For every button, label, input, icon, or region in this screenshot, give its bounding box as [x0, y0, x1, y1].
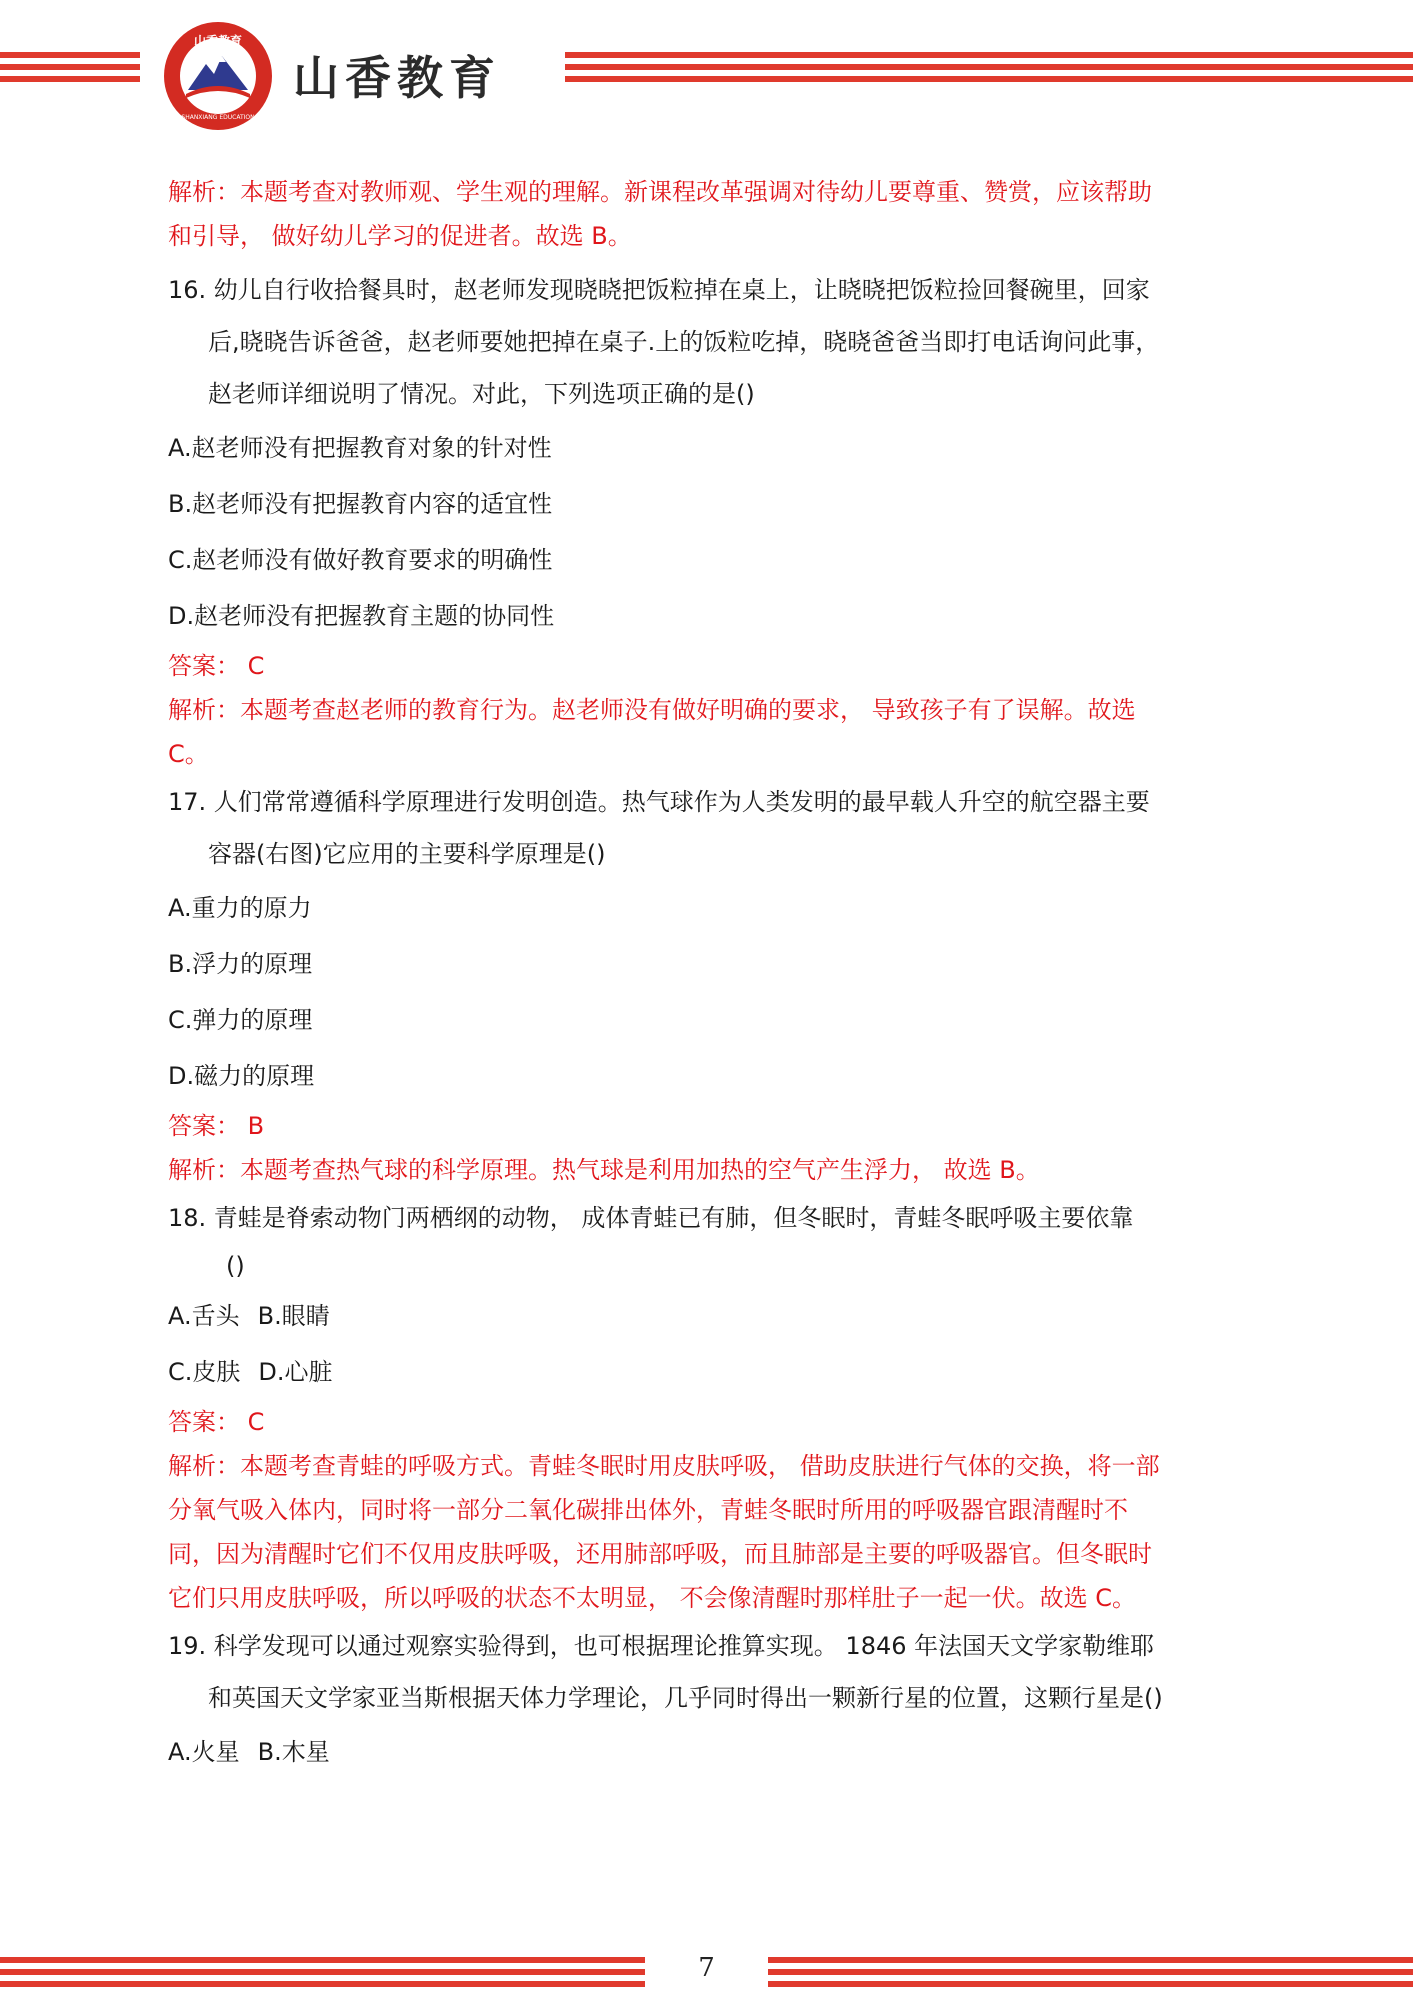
q17-question-line: 17. 人们常常遵循科学原理进行发明创造。热气球作为人类发明的最早载人升空的航空器主要 [168, 788, 1150, 816]
q16-option-a: A.赵老师没有把握教育对象的针对性 [168, 434, 552, 462]
q17-option-b: B.浮力的原理 [168, 950, 313, 978]
q18-analysis-line: 分氧气吸入体内，同时将一部分二氧化碳排出体外，青蛙冬眠时所用的呼吸器官跟清醒时不 [168, 1496, 1128, 1524]
q18-analysis-line: 它们只用皮肤呼吸，所以呼吸的状态不太明显， 不会像清醒时那样肚子一起一伏。故选 C。 [168, 1584, 1137, 1612]
header-stripes-right [565, 52, 1413, 88]
q18-answer: 答案： C [168, 1408, 265, 1436]
q16-option-d: D.赵老师没有把握教育主题的协同性 [168, 602, 555, 630]
brand-title: 山香教育 [293, 51, 501, 105]
q18-question-line: () [226, 1252, 245, 1280]
q16-question-line: 赵老师详细说明了情况。对此，下列选项正确的是() [208, 380, 755, 408]
logo-subtext: SHANXIANG EDUCATION [181, 114, 255, 121]
q16-answer: 答案： C [168, 652, 265, 680]
q16-analysis-line: C。 [168, 740, 209, 768]
q17-analysis: 解析：本题考查热气球的科学原理。热气球是利用加热的空气产生浮力， 故选 B。 [168, 1156, 1040, 1184]
header-stripes-left [0, 52, 140, 88]
q17-option-a: A.重力的原力 [168, 894, 312, 922]
q19-question-line: 19. 科学发现可以通过观察实验得到，也可根据理论推算实现。 1846 年法国天文学家勒维耶 [168, 1632, 1155, 1660]
q18-option-c: C.皮肤 [168, 1358, 241, 1386]
q19-option-b: B.木星 [257, 1738, 330, 1766]
q15-analysis-line: 和引导， 做好幼儿学习的促进者。故选 B。 [168, 222, 632, 250]
q16-question-line: 16. 幼儿自行收拾餐具时，赵老师发现晓晓把饭粒掉在桌上，让晓晓把饭粒捡回餐碗里，回家 [168, 276, 1150, 304]
q16-analysis-line: 解析：本题考查赵老师的教育行为。赵老师没有做好明确的要求， 导致孩子有了误解。故选 [168, 696, 1136, 724]
q17-question-line: 容器(右图)它应用的主要科学原理是() [208, 840, 606, 868]
q19-options-row [168, 1724, 1248, 1780]
q18-question-line: 18. 青蛙是脊索动物门两栖纲的动物， 成体青蛙已有肺，但冬眠时，青蛙冬眠呼吸主要依靠 [168, 1204, 1134, 1232]
q18-analysis-line: 同，因为清醒时它们不仅用皮肤呼吸，还用肺部呼吸，而且肺部是主要的呼吸器官。但冬眠时 [168, 1540, 1152, 1568]
brand-logo [162, 20, 274, 132]
q19-option-a: A.火星 [168, 1738, 240, 1766]
q18-option-d: D.心脏 [258, 1358, 333, 1386]
q17-answer: 答案： B [168, 1112, 265, 1140]
q19-question-line: 和英国天文学家亚当斯根据天体力学理论，几乎同时得出一颗新行星的位置，这颗行星是() [208, 1684, 1163, 1712]
q18-options-row [168, 1344, 1248, 1400]
q16-option-b: B.赵老师没有把握教育内容的适宜性 [168, 490, 553, 518]
q17-option-d: D.磁力的原理 [168, 1062, 315, 1090]
document-body [168, 170, 1248, 1780]
q16-question-line: 后,晓晓告诉爸爸，赵老师要她把掉在桌子.上的饭粒吃掉，晓晓爸爸当即打电话询问此事， [208, 328, 1160, 356]
q18-option-a: A.舌头 [168, 1302, 240, 1330]
page-number: 7 [698, 1953, 715, 1983]
q18-analysis-line: 解析：本题考查青蛙的呼吸方式。青蛙冬眠时用皮肤呼吸， 借助皮肤进行气体的交换，将一部 [168, 1452, 1160, 1480]
q16-option-c: C.赵老师没有做好教育要求的明确性 [168, 546, 553, 574]
logo-text: 山香教育 [193, 34, 243, 48]
q17-option-c: C.弹力的原理 [168, 1006, 313, 1034]
q15-analysis-line: 解析：本题考查对教师观、学生观的理解。新课程改革强调对待幼儿要尊重、赞赏，应该帮助 [168, 178, 1152, 206]
q18-option-b: B.眼睛 [257, 1302, 330, 1330]
q18-options-row [168, 1288, 1248, 1344]
